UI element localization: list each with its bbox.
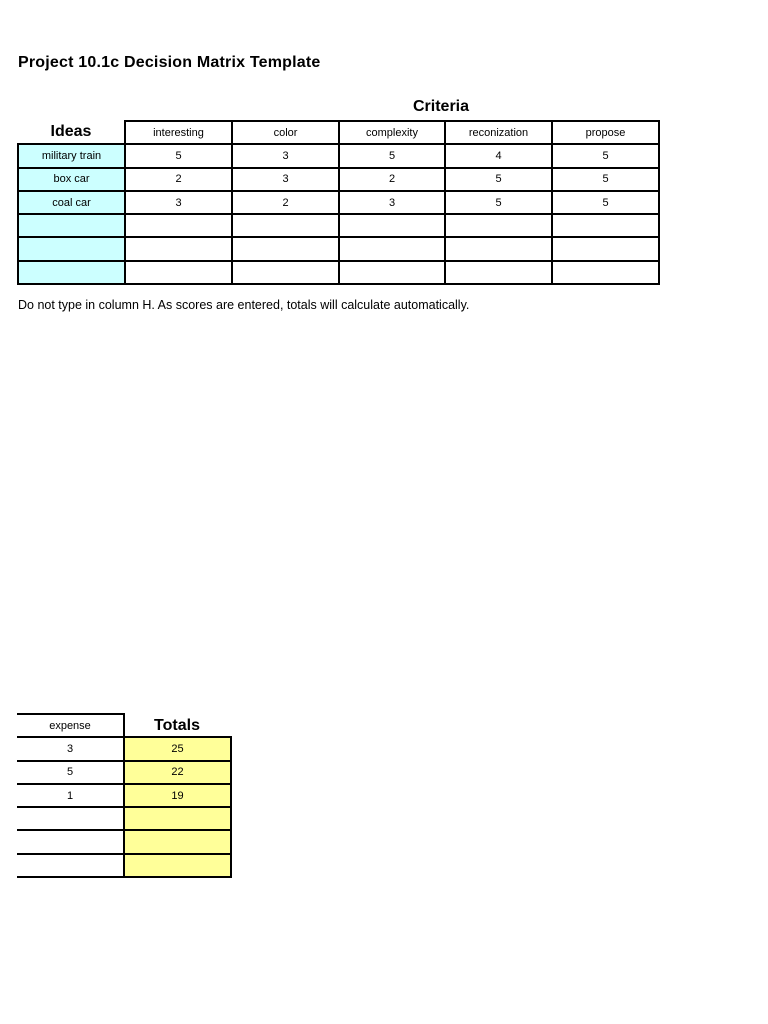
document-title: Project 10.1c Decision Matrix Template <box>18 54 321 71</box>
totals-table <box>17 713 232 878</box>
expense-cell[interactable] <box>17 854 124 877</box>
score-cell[interactable] <box>232 214 339 237</box>
totals-header-cell <box>124 714 231 737</box>
score-cell[interactable]: 5 <box>552 144 659 167</box>
score-cell[interactable]: 3 <box>232 144 339 167</box>
score-cell[interactable] <box>552 214 659 237</box>
score-cell[interactable]: 5 <box>552 191 659 214</box>
score-cell[interactable] <box>552 261 659 284</box>
criteria-heading: Criteria <box>413 98 470 115</box>
expense-cell[interactable] <box>17 830 124 853</box>
totals-row <box>17 854 231 877</box>
score-cell[interactable] <box>232 237 339 260</box>
totals-header-row <box>17 714 231 737</box>
expense-cell[interactable] <box>17 807 124 830</box>
score-cell[interactable]: 3 <box>232 168 339 191</box>
score-cell[interactable]: 5 <box>339 144 445 167</box>
idea-name-cell[interactable] <box>18 261 125 284</box>
score-cell[interactable]: 5 <box>125 144 232 167</box>
score-cell[interactable] <box>232 261 339 284</box>
expense-cell[interactable]: 1 <box>17 784 124 807</box>
idea-name-cell[interactable] <box>18 237 125 260</box>
expense-cell[interactable]: 5 <box>17 761 124 784</box>
score-cell[interactable]: 3 <box>339 191 445 214</box>
idea-row <box>18 144 659 167</box>
score-cell[interactable] <box>125 237 232 260</box>
score-cell[interactable] <box>339 237 445 260</box>
criteria-header-row <box>18 121 659 144</box>
totals-row <box>17 784 231 807</box>
total-cell <box>124 830 231 853</box>
score-cell[interactable] <box>552 237 659 260</box>
idea-row <box>18 261 659 284</box>
idea-name-cell[interactable]: box car <box>18 168 125 191</box>
idea-row <box>18 237 659 260</box>
idea-row <box>18 168 659 191</box>
score-cell[interactable] <box>125 214 232 237</box>
score-cell[interactable]: 2 <box>125 168 232 191</box>
total-cell: 19 <box>124 784 231 807</box>
score-cell[interactable]: 2 <box>232 191 339 214</box>
score-cell[interactable]: 5 <box>552 168 659 191</box>
totals-row <box>17 737 231 760</box>
score-cell[interactable]: 5 <box>445 168 552 191</box>
idea-name-cell[interactable]: military train <box>18 144 125 167</box>
idea-name-cell[interactable]: coal car <box>18 191 125 214</box>
ideas-header-cell <box>18 121 125 144</box>
score-cell[interactable]: 4 <box>445 144 552 167</box>
totals-heading: Totals <box>154 717 200 734</box>
totals-row <box>17 830 231 853</box>
total-cell: 22 <box>124 761 231 784</box>
idea-name-cell[interactable] <box>18 214 125 237</box>
total-cell <box>124 854 231 877</box>
score-cell[interactable]: 5 <box>445 191 552 214</box>
idea-row <box>18 191 659 214</box>
criteria-cell[interactable]: interesting <box>125 121 232 144</box>
criteria-cell[interactable]: propose <box>552 121 659 144</box>
decision-matrix-table <box>17 120 660 285</box>
idea-row <box>18 214 659 237</box>
instruction-note: Do not type in column H. As scores are entered, totals will calculate automatically. <box>18 298 470 312</box>
score-cell[interactable] <box>125 261 232 284</box>
score-cell[interactable] <box>445 237 552 260</box>
criteria-cell[interactable]: complexity <box>339 121 445 144</box>
expense-header-cell[interactable]: expense <box>17 714 124 737</box>
score-cell[interactable] <box>339 261 445 284</box>
expense-cell[interactable]: 3 <box>17 737 124 760</box>
criteria-cell[interactable]: color <box>232 121 339 144</box>
totals-row <box>17 807 231 830</box>
ideas-heading: Ideas <box>50 123 92 140</box>
total-cell: 25 <box>124 737 231 760</box>
score-cell[interactable] <box>339 214 445 237</box>
score-cell[interactable]: 2 <box>339 168 445 191</box>
totals-row <box>17 761 231 784</box>
criteria-cell[interactable]: reconization <box>445 121 552 144</box>
score-cell[interactable]: 3 <box>125 191 232 214</box>
score-cell[interactable] <box>445 261 552 284</box>
score-cell[interactable] <box>445 214 552 237</box>
total-cell <box>124 807 231 830</box>
